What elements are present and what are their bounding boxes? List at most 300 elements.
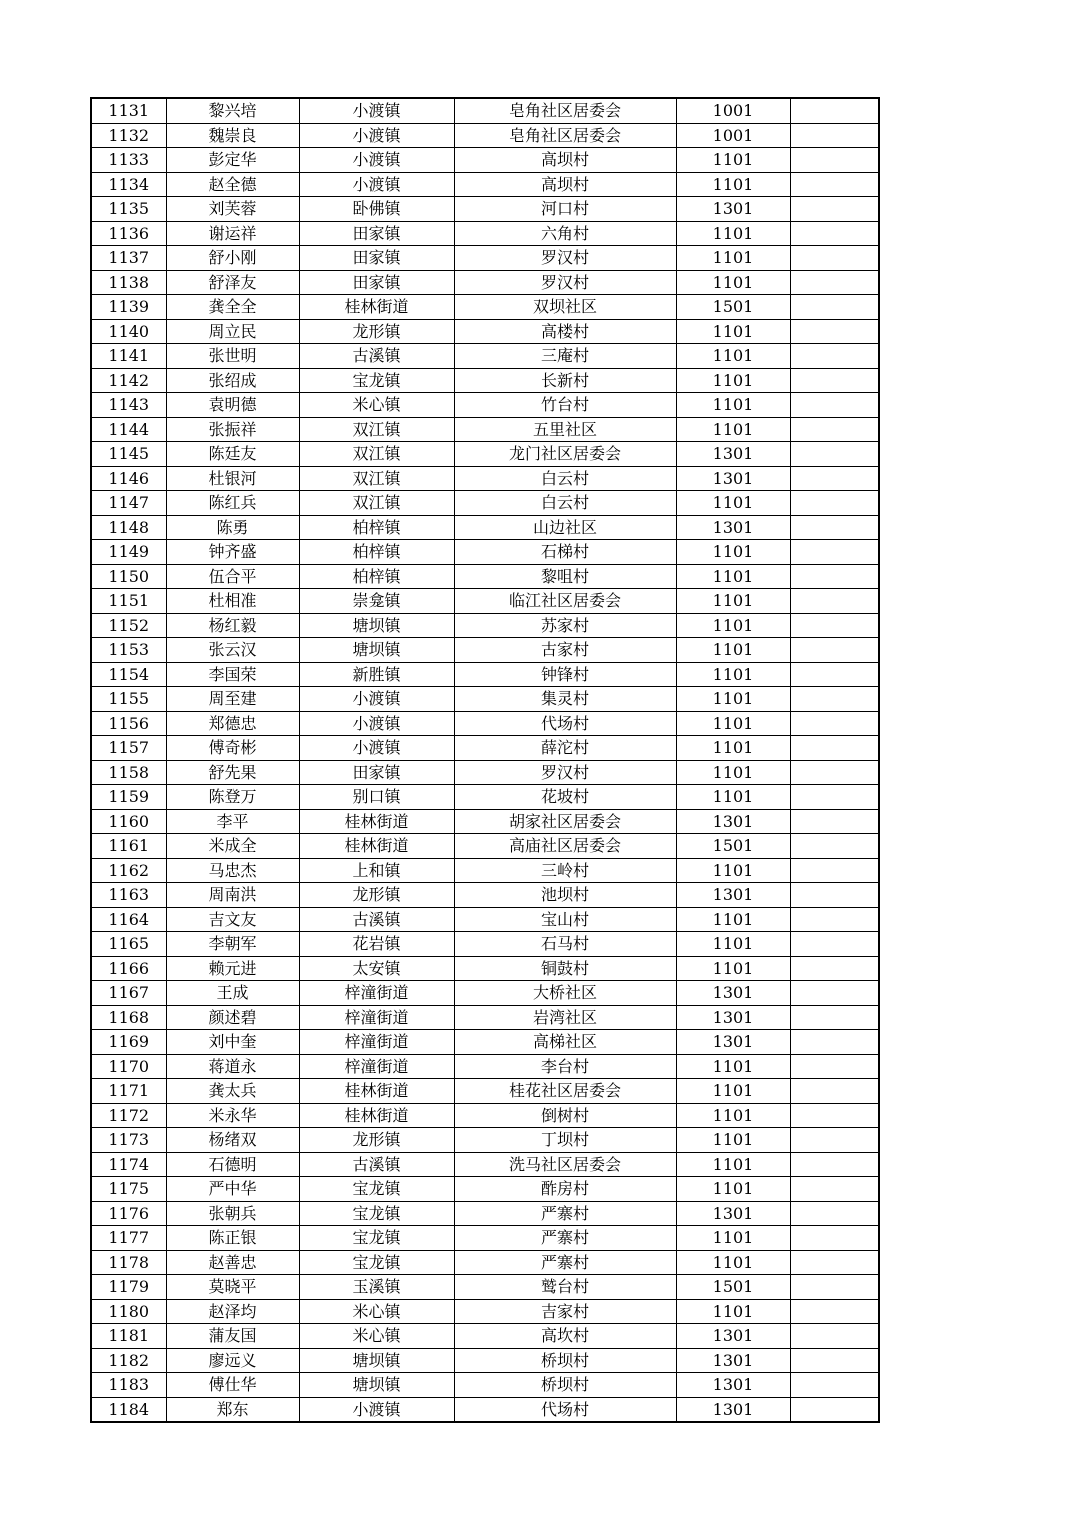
table-row: [91, 883, 879, 908]
cell-index: 1139: [91, 295, 166, 320]
cell-index: 1149: [91, 540, 166, 565]
cell-index: 1143: [91, 393, 166, 418]
cell-code: 1501: [676, 834, 790, 859]
cell-code: 1101: [676, 246, 790, 271]
cell-community: 河口村: [454, 197, 676, 222]
cell-remark: [790, 687, 879, 712]
table-row: [91, 932, 879, 957]
cell-town: 桂林街道: [299, 1079, 454, 1104]
cell-code: 1301: [676, 1201, 790, 1226]
cell-town: 小渡镇: [299, 1397, 454, 1422]
cell-code: 1301: [676, 1030, 790, 1055]
cell-remark: [790, 417, 879, 442]
table-row: [91, 956, 879, 981]
cell-community: 六角村: [454, 221, 676, 246]
cell-index: 1176: [91, 1201, 166, 1226]
cell-town: 双江镇: [299, 442, 454, 467]
cell-remark: [790, 1030, 879, 1055]
cell-name: 石德明: [166, 1152, 299, 1177]
cell-community: 龙门社区居委会: [454, 442, 676, 467]
cell-code: 1301: [676, 1348, 790, 1373]
cell-remark: [790, 221, 879, 246]
cell-name: 袁明德: [166, 393, 299, 418]
cell-community: 李台村: [454, 1054, 676, 1079]
cell-town: 小渡镇: [299, 148, 454, 173]
cell-name: 郑德忠: [166, 711, 299, 736]
cell-town: 新胜镇: [299, 662, 454, 687]
cell-index: 1179: [91, 1275, 166, 1300]
cell-community: 白云村: [454, 491, 676, 516]
cell-remark: [790, 491, 879, 516]
cell-remark: [790, 515, 879, 540]
cell-name: 陈廷友: [166, 442, 299, 467]
cell-code: 1301: [676, 442, 790, 467]
cell-community: 胡家社区居委会: [454, 809, 676, 834]
cell-remark: [790, 1373, 879, 1398]
cell-community: 高坝村: [454, 172, 676, 197]
table-row: [91, 344, 879, 369]
cell-community: 钟锋村: [454, 662, 676, 687]
table-row: [91, 1177, 879, 1202]
table-row: [91, 123, 879, 148]
cell-index: 1135: [91, 197, 166, 222]
table-row: [91, 246, 879, 271]
table-row: [91, 393, 879, 418]
cell-index: 1137: [91, 246, 166, 271]
cell-town: 宝龙镇: [299, 1250, 454, 1275]
cell-remark: [790, 1348, 879, 1373]
cell-name: 赵泽均: [166, 1299, 299, 1324]
table-row: [91, 760, 879, 785]
cell-name: 严中华: [166, 1177, 299, 1202]
table-row: [91, 785, 879, 810]
cell-code: 1101: [676, 956, 790, 981]
cell-town: 花岩镇: [299, 932, 454, 957]
cell-town: 小渡镇: [299, 123, 454, 148]
cell-index: 1141: [91, 344, 166, 369]
table-row: [91, 1226, 879, 1251]
cell-town: 塘坝镇: [299, 1348, 454, 1373]
cell-index: 1171: [91, 1079, 166, 1104]
cell-community: 桥坝村: [454, 1348, 676, 1373]
table-row: [91, 466, 879, 491]
cell-name: 舒先果: [166, 760, 299, 785]
table-row: [91, 1397, 879, 1422]
cell-name: 陈正银: [166, 1226, 299, 1251]
cell-index: 1168: [91, 1005, 166, 1030]
cell-community: 高庙社区居委会: [454, 834, 676, 859]
cell-remark: [790, 932, 879, 957]
cell-remark: [790, 246, 879, 271]
cell-community: 三庵村: [454, 344, 676, 369]
cell-community: 苏家村: [454, 613, 676, 638]
cell-name: 米成全: [166, 834, 299, 859]
cell-remark: [790, 270, 879, 295]
cell-town: 田家镇: [299, 760, 454, 785]
cell-code: 1301: [676, 1397, 790, 1422]
cell-remark: [790, 1201, 879, 1226]
cell-community: 花坡村: [454, 785, 676, 810]
cell-remark: [790, 1079, 879, 1104]
cell-code: 1501: [676, 1275, 790, 1300]
cell-remark: [790, 197, 879, 222]
cell-code: 1001: [676, 98, 790, 123]
cell-town: 柏梓镇: [299, 515, 454, 540]
cell-remark: [790, 736, 879, 761]
cell-remark: [790, 148, 879, 173]
cell-town: 卧佛镇: [299, 197, 454, 222]
table-row: [91, 295, 879, 320]
cell-community: 石马村: [454, 932, 676, 957]
cell-community: 桥坝村: [454, 1373, 676, 1398]
cell-name: 杨绪双: [166, 1128, 299, 1153]
cell-town: 梓潼街道: [299, 1030, 454, 1055]
cell-community: 倒树村: [454, 1103, 676, 1128]
cell-town: 桂林街道: [299, 295, 454, 320]
cell-town: 宝龙镇: [299, 368, 454, 393]
cell-code: 1101: [676, 1152, 790, 1177]
cell-town: 宝龙镇: [299, 1177, 454, 1202]
cell-code: 1301: [676, 883, 790, 908]
cell-code: 1101: [676, 270, 790, 295]
cell-community: 吉家村: [454, 1299, 676, 1324]
cell-community: 薛沱村: [454, 736, 676, 761]
cell-remark: [790, 834, 879, 859]
cell-town: 上和镇: [299, 858, 454, 883]
cell-code: 1301: [676, 1324, 790, 1349]
cell-index: 1159: [91, 785, 166, 810]
cell-town: 小渡镇: [299, 711, 454, 736]
cell-community: 岩湾社区: [454, 1005, 676, 1030]
cell-index: 1152: [91, 613, 166, 638]
cell-remark: [790, 319, 879, 344]
table-row: [91, 589, 879, 614]
cell-code: 1101: [676, 564, 790, 589]
cell-index: 1151: [91, 589, 166, 614]
cell-name: 谢运祥: [166, 221, 299, 246]
cell-remark: [790, 956, 879, 981]
cell-code: 1101: [676, 393, 790, 418]
table-row: [91, 687, 879, 712]
cell-community: 宝山村: [454, 907, 676, 932]
cell-remark: [790, 1226, 879, 1251]
table-row: [91, 736, 879, 761]
cell-code: 1101: [676, 613, 790, 638]
cell-index: 1164: [91, 907, 166, 932]
cell-index: 1136: [91, 221, 166, 246]
cell-town: 梓潼街道: [299, 1005, 454, 1030]
cell-index: 1181: [91, 1324, 166, 1349]
cell-index: 1131: [91, 98, 166, 123]
cell-name: 廖远义: [166, 1348, 299, 1373]
cell-code: 1301: [676, 1373, 790, 1398]
cell-remark: [790, 540, 879, 565]
table-row: [91, 221, 879, 246]
cell-town: 宝龙镇: [299, 1226, 454, 1251]
cell-code: 1101: [676, 1299, 790, 1324]
table-row: [91, 148, 879, 173]
cell-remark: [790, 662, 879, 687]
cell-index: 1169: [91, 1030, 166, 1055]
table-row: [91, 197, 879, 222]
cell-community: 古家村: [454, 638, 676, 663]
cell-code: 1101: [676, 662, 790, 687]
cell-town: 米心镇: [299, 393, 454, 418]
cell-code: 1101: [676, 221, 790, 246]
cell-code: 1001: [676, 123, 790, 148]
cell-index: 1154: [91, 662, 166, 687]
cell-name: 米永华: [166, 1103, 299, 1128]
cell-town: 塘坝镇: [299, 638, 454, 663]
cell-town: 古溪镇: [299, 1152, 454, 1177]
cell-code: 1301: [676, 515, 790, 540]
cell-community: 高坝村: [454, 148, 676, 173]
cell-town: 米心镇: [299, 1324, 454, 1349]
cell-town: 小渡镇: [299, 98, 454, 123]
cell-index: 1165: [91, 932, 166, 957]
cell-community: 白云村: [454, 466, 676, 491]
cell-community: 黎咀村: [454, 564, 676, 589]
cell-community: 严寨村: [454, 1250, 676, 1275]
cell-town: 龙形镇: [299, 1128, 454, 1153]
cell-name: 彭定华: [166, 148, 299, 173]
table-row: [91, 515, 879, 540]
table-row: [91, 907, 879, 932]
cell-remark: [790, 123, 879, 148]
cell-name: 龚太兵: [166, 1079, 299, 1104]
cell-name: 陈登万: [166, 785, 299, 810]
cell-index: 1155: [91, 687, 166, 712]
cell-community: 酢房村: [454, 1177, 676, 1202]
cell-town: 龙形镇: [299, 319, 454, 344]
cell-index: 1170: [91, 1054, 166, 1079]
cell-code: 1101: [676, 1128, 790, 1153]
cell-name: 钟齐盛: [166, 540, 299, 565]
cell-index: 1173: [91, 1128, 166, 1153]
cell-community: 大桥社区: [454, 981, 676, 1006]
cell-name: 陈勇: [166, 515, 299, 540]
cell-name: 杜银河: [166, 466, 299, 491]
cell-code: 1101: [676, 1177, 790, 1202]
cell-name: 周至建: [166, 687, 299, 712]
cell-community: 三岭村: [454, 858, 676, 883]
cell-index: 1183: [91, 1373, 166, 1398]
cell-community: 高楼村: [454, 319, 676, 344]
cell-code: 1101: [676, 1250, 790, 1275]
table-row: [91, 1030, 879, 1055]
cell-town: 玉溪镇: [299, 1275, 454, 1300]
cell-index: 1147: [91, 491, 166, 516]
cell-name: 郑东: [166, 1397, 299, 1422]
table-row: [91, 1250, 879, 1275]
cell-code: 1101: [676, 638, 790, 663]
cell-community: 罗汉村: [454, 270, 676, 295]
cell-town: 梓潼街道: [299, 981, 454, 1006]
cell-name: 蒲友国: [166, 1324, 299, 1349]
cell-index: 1162: [91, 858, 166, 883]
cell-remark: [790, 466, 879, 491]
table-row: [91, 172, 879, 197]
cell-code: 1101: [676, 589, 790, 614]
cell-code: 1101: [676, 344, 790, 369]
table-row: [91, 1299, 879, 1324]
cell-town: 双江镇: [299, 491, 454, 516]
cell-remark: [790, 1299, 879, 1324]
cell-remark: [790, 638, 879, 663]
cell-town: 田家镇: [299, 270, 454, 295]
cell-index: 1182: [91, 1348, 166, 1373]
cell-name: 周南洪: [166, 883, 299, 908]
cell-remark: [790, 1054, 879, 1079]
cell-name: 舒泽友: [166, 270, 299, 295]
cell-index: 1160: [91, 809, 166, 834]
cell-community: 严寨村: [454, 1201, 676, 1226]
cell-index: 1153: [91, 638, 166, 663]
table-row: [91, 711, 879, 736]
table-row: [91, 662, 879, 687]
cell-code: 1501: [676, 295, 790, 320]
cell-town: 桂林街道: [299, 809, 454, 834]
cell-remark: [790, 858, 879, 883]
cell-name: 赖元进: [166, 956, 299, 981]
cell-code: 1301: [676, 197, 790, 222]
table-row: [91, 1005, 879, 1030]
cell-code: 1301: [676, 809, 790, 834]
cell-name: 杜相准: [166, 589, 299, 614]
cell-community: 洗马社区居委会: [454, 1152, 676, 1177]
cell-community: 严寨村: [454, 1226, 676, 1251]
cell-name: 杨红毅: [166, 613, 299, 638]
cell-code: 1101: [676, 907, 790, 932]
cell-index: 1142: [91, 368, 166, 393]
cell-index: 1138: [91, 270, 166, 295]
cell-index: 1148: [91, 515, 166, 540]
cell-remark: [790, 172, 879, 197]
cell-remark: [790, 1275, 879, 1300]
cell-code: 1101: [676, 540, 790, 565]
cell-name: 颜述碧: [166, 1005, 299, 1030]
cell-remark: [790, 589, 879, 614]
table-row: [91, 1201, 879, 1226]
cell-remark: [790, 442, 879, 467]
cell-town: 小渡镇: [299, 687, 454, 712]
cell-remark: [790, 1152, 879, 1177]
cell-remark: [790, 907, 879, 932]
cell-remark: [790, 1324, 879, 1349]
cell-index: 1157: [91, 736, 166, 761]
cell-index: 1156: [91, 711, 166, 736]
cell-name: 王成: [166, 981, 299, 1006]
cell-code: 1301: [676, 1005, 790, 1030]
cell-remark: [790, 760, 879, 785]
cell-name: 张朝兵: [166, 1201, 299, 1226]
cell-remark: [790, 1250, 879, 1275]
cell-name: 刘中奎: [166, 1030, 299, 1055]
cell-remark: [790, 393, 879, 418]
cell-community: 长新村: [454, 368, 676, 393]
cell-remark: [790, 613, 879, 638]
cell-name: 傅仕华: [166, 1373, 299, 1398]
cell-code: 1101: [676, 736, 790, 761]
cell-name: 马忠杰: [166, 858, 299, 883]
cell-index: 1145: [91, 442, 166, 467]
cell-community: 代场村: [454, 1397, 676, 1422]
cell-name: 吉文友: [166, 907, 299, 932]
table-row: [91, 1152, 879, 1177]
cell-remark: [790, 295, 879, 320]
cell-town: 崇龛镇: [299, 589, 454, 614]
cell-community: 高坎村: [454, 1324, 676, 1349]
cell-community: 鹫台村: [454, 1275, 676, 1300]
cell-code: 1101: [676, 1103, 790, 1128]
cell-code: 1101: [676, 1079, 790, 1104]
cell-name: 周立民: [166, 319, 299, 344]
cell-code: 1101: [676, 368, 790, 393]
cell-index: 1132: [91, 123, 166, 148]
table-row: [91, 319, 879, 344]
cell-name: 李国荣: [166, 662, 299, 687]
cell-remark: [790, 564, 879, 589]
cell-community: 桂花社区居委会: [454, 1079, 676, 1104]
table-row: [91, 638, 879, 663]
cell-town: 别口镇: [299, 785, 454, 810]
cell-name: 舒小刚: [166, 246, 299, 271]
cell-name: 赵全德: [166, 172, 299, 197]
cell-index: 1166: [91, 956, 166, 981]
cell-town: 塘坝镇: [299, 1373, 454, 1398]
table-row: [91, 270, 879, 295]
cell-name: 魏崇良: [166, 123, 299, 148]
cell-town: 田家镇: [299, 246, 454, 271]
table-row: [91, 98, 879, 123]
cell-index: 1172: [91, 1103, 166, 1128]
table-row: [91, 1373, 879, 1398]
table-row: [91, 1128, 879, 1153]
cell-community: 丁坝村: [454, 1128, 676, 1153]
cell-code: 1101: [676, 148, 790, 173]
cell-index: 1163: [91, 883, 166, 908]
cell-index: 1178: [91, 1250, 166, 1275]
cell-community: 皂角社区居委会: [454, 98, 676, 123]
cell-name: 张云汉: [166, 638, 299, 663]
table-row: [91, 1079, 879, 1104]
cell-town: 宝龙镇: [299, 1201, 454, 1226]
cell-name: 陈红兵: [166, 491, 299, 516]
cell-town: 双江镇: [299, 417, 454, 442]
cell-remark: [790, 368, 879, 393]
table-row: [91, 368, 879, 393]
cell-index: 1180: [91, 1299, 166, 1324]
cell-code: 1101: [676, 858, 790, 883]
cell-remark: [790, 711, 879, 736]
cell-name: 李朝军: [166, 932, 299, 957]
cell-code: 1101: [676, 1226, 790, 1251]
cell-index: 1184: [91, 1397, 166, 1422]
cell-name: 李平: [166, 809, 299, 834]
cell-remark: [790, 1005, 879, 1030]
table-row: [91, 1275, 879, 1300]
table-row: [91, 809, 879, 834]
cell-remark: [790, 785, 879, 810]
cell-name: 张振祥: [166, 417, 299, 442]
cell-town: 柏梓镇: [299, 540, 454, 565]
cell-town: 古溪镇: [299, 344, 454, 369]
cell-name: 黎兴培: [166, 98, 299, 123]
cell-community: 皂角社区居委会: [454, 123, 676, 148]
cell-name: 张世明: [166, 344, 299, 369]
cell-name: 刘芙蓉: [166, 197, 299, 222]
cell-index: 1146: [91, 466, 166, 491]
